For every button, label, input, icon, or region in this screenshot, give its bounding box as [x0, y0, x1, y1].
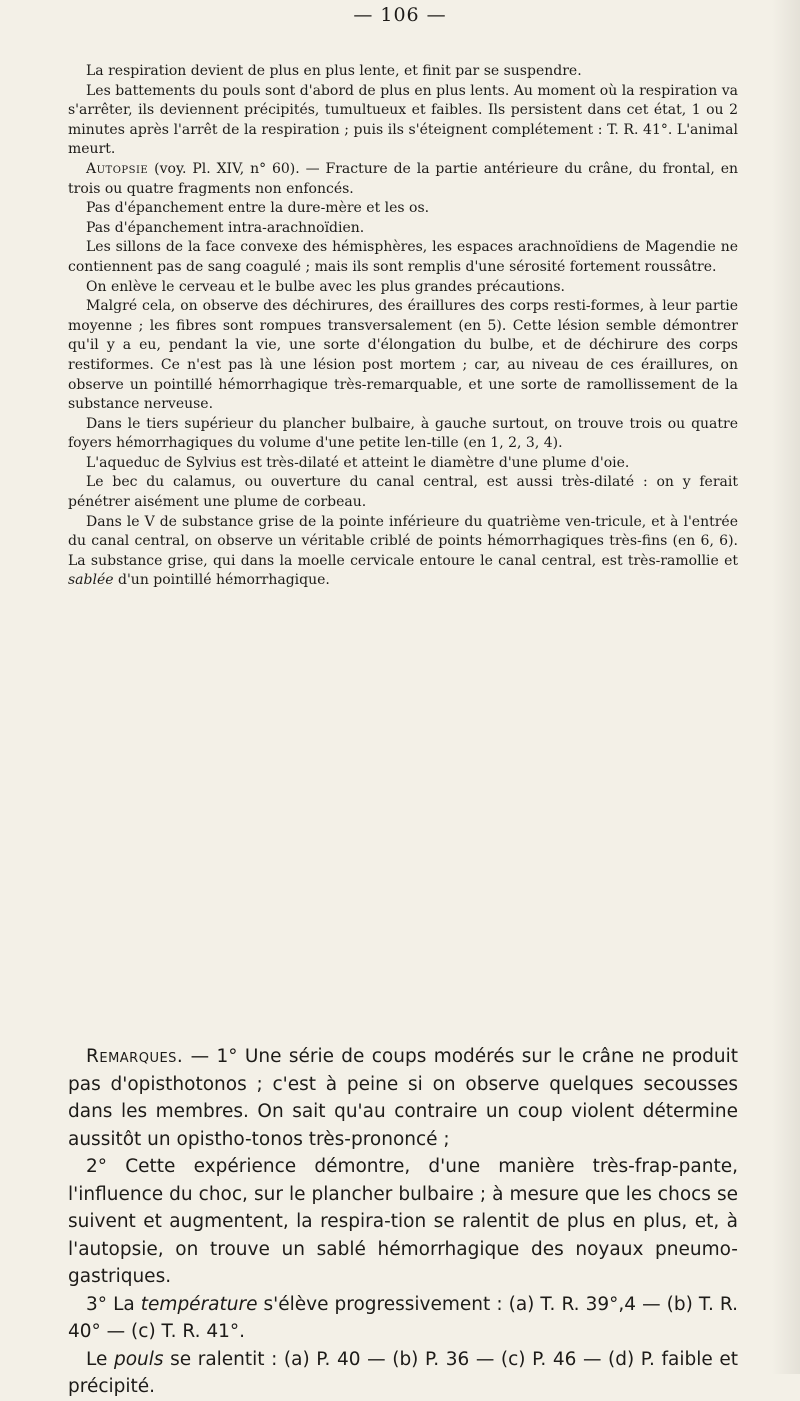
gray-matter-pre: Dans le V de substance grise de la pointe inférieure du quatrième ven-tricule, et à l'entrée du canal central, on observe un véritable criblé de points hémorrhagiques très-fins (en 6, 6). La substance grise, qui dans la moelle cervicale entoure le canal central, est très-ramollie et	[68, 513, 738, 569]
paragraph-dura: Pas d'épanchement entre la dure-mère et les os.	[86, 200, 430, 217]
paragraph-removal: On enlève le cerveau et le bulbe avec les plus grandes précautions.	[86, 278, 565, 295]
paragraph-sillons: Les sillons de la face convexe des hémisphères, les espaces arachnoïdiens de Magendie ne contiennent pas de sang coagulé ; mais ils sont remplis d'une sérosité fortement roussâtre.	[68, 239, 738, 275]
page-number: — 106 —	[353, 4, 447, 26]
paragraph-arachnoid: Pas d'épanchement intra-arachnoïdien.	[86, 219, 365, 236]
remark-3	[68, 1291, 738, 1346]
remark-4	[68, 1346, 738, 1401]
paragraph-gray-matter	[68, 513, 738, 591]
remark-4-post: se ralentit : (a) P. 40 — (b) P. 36 — (c) P. 46 — (d) P. faible et précipité.	[68, 1348, 738, 1397]
remark-3-post: s'élève progressivement : (a) T. R. 39°,4 — (b) T. R. 40° — (c) T. R. 41°.	[68, 1293, 738, 1342]
gray-matter-italic: sablée	[68, 572, 114, 589]
observation-text	[68, 62, 738, 591]
paragraph-sylvius: L'aqueduc de Sylvius est très-dilaté et atteint le diamètre d'une plume d'oie.	[86, 454, 630, 471]
remarks-section	[68, 1043, 738, 1401]
paragraph-pulse: Les battements du pouls sont d'abord de plus en plus lents. Au moment où la respiration va s'arrêter, ils deviennent précipités, tumultueux et faibles. Ils persistent dans cet état, 1 ou 2 minutes après l'arrêt de la respiration ; puis ils s'éteignent complétement : T. R. 41°. L'animal meurt.	[68, 82, 738, 158]
paragraph-tears: Malgré cela, on observe des déchirures, des éraillures des corps resti-formes, à leur partie moyenne ; les fibres sont rompues transversalement (en 5). Cette lésion semble démontrer qu'il y a eu, pendant la vie, une sorte d'élongation du bulbe, et de déchirure des corps restiformes. Ce n'est pas là une lésion post mortem ; car, au niveau de ces éraillures, on observe un pointillé hémorrhagique très-remarquable, et une sorte de ramollissement de la substance nerveuse.	[68, 298, 738, 413]
autopsy-lead: Autopsie	[86, 160, 149, 177]
paragraph-foyers: Dans le tiers supérieur du plancher bulbaire, à gauche surtout, on trouve trois ou quatre foyers hémorrhagiques du volume d'une petite len-tille (en 1, 2, 3, 4).	[68, 415, 738, 452]
paragraph-calamus: Le bec du calamus, ou ouverture du canal central, est aussi très-dilaté : on y ferait pénétrer aisément une plume de corbeau.	[68, 474, 738, 511]
gray-matter-post: d'un pointillé hémorrhagique.	[113, 572, 330, 589]
remark-2: 2° Cette expérience démontre, d'une manière très-frap-pante, l'influence du choc, sur le plancher bulbaire ; à mesure que les chocs se suivent et augmentent, la respira-tion se ralentit de plus en plus, et, à l'autopsie, on trouve un sablé hémorrhagique des noyaux pneumo-gastriques.	[68, 1156, 738, 1287]
remarks-lead: Remarques.	[86, 1046, 184, 1067]
remark-4-italic: pouls	[113, 1348, 164, 1370]
remark-3-italic: température	[140, 1293, 258, 1315]
paragraph-autopsy	[68, 160, 738, 199]
page-edge-shadow	[772, 0, 800, 1374]
remark-3-pre: 3° La	[86, 1293, 141, 1315]
autopsy-text: (voy. Pl. XIV, n° 60). — Fracture de la partie antérieure du crâne, du frontal, en trois ou quatre fragments non enfoncés.	[68, 160, 738, 197]
remark-1-text: — 1° Une série de coups modérés sur le crâne ne produit pas d'opisthotonos ; c'est à peine si on observe quelques secousses dans les membres. On sait qu'au contraire un coup violent détermine aussitôt un opistho-tonos très-prononcé ;	[68, 1046, 738, 1150]
paragraph-respiration: La respiration devient de plus en plus lente, et finit par se suspendre.	[86, 63, 582, 79]
remark-4-pre: Le	[86, 1348, 114, 1370]
remark-1	[68, 1043, 738, 1153]
